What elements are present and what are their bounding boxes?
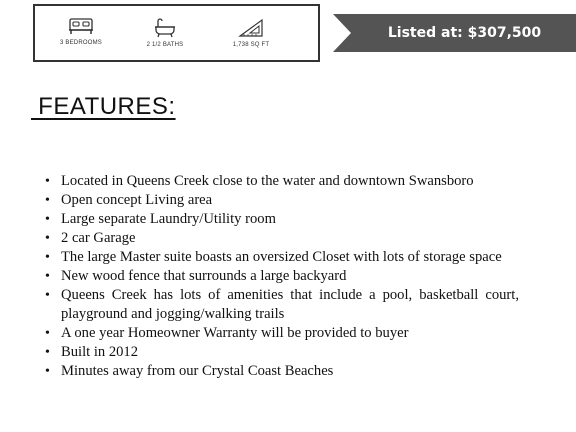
feature-item: • Queens Creek has lots of amenities that include a pool, basketball court, playground and jogging/walking trails [61, 286, 519, 324]
feature-item: • A one year Homeowner Warranty will be provided to buyer [61, 324, 519, 343]
bed-icon [68, 18, 94, 36]
bathtub-icon [153, 18, 177, 38]
feature-item: • Minutes away from our Crystal Coast Beaches [61, 362, 519, 381]
baths-label: 2 1/2 BATHS [146, 42, 184, 48]
feature-item: • Built in 2012 [61, 343, 519, 362]
feature-item: • 2 car Garage [61, 229, 519, 248]
baths-stat [125, 18, 205, 48]
feature-item: • New wood fence that surrounds a large backyard [61, 267, 519, 286]
property-stats-box [33, 4, 320, 62]
set-square-icon [238, 18, 264, 38]
features-list [61, 172, 519, 381]
bedrooms-stat [41, 18, 121, 46]
feature-item: • Open concept Living area [61, 191, 519, 210]
area-stat [211, 18, 291, 48]
price-banner [333, 14, 576, 52]
features-heading: FEATURES: [31, 93, 176, 120]
area-label: 1,738 SQ FT [232, 42, 270, 48]
feature-item: • The large Master suite boasts an oversized Closet with lots of storage space [61, 248, 519, 267]
listing-price: Listed at: $307,500 [387, 25, 542, 41]
bedrooms-label: 3 BEDROOMS [59, 40, 102, 46]
feature-item: • Large separate Laundry/Utility room [61, 210, 519, 229]
feature-item: • Located in Queens Creek close to the water and downtown Swansboro [61, 172, 519, 191]
